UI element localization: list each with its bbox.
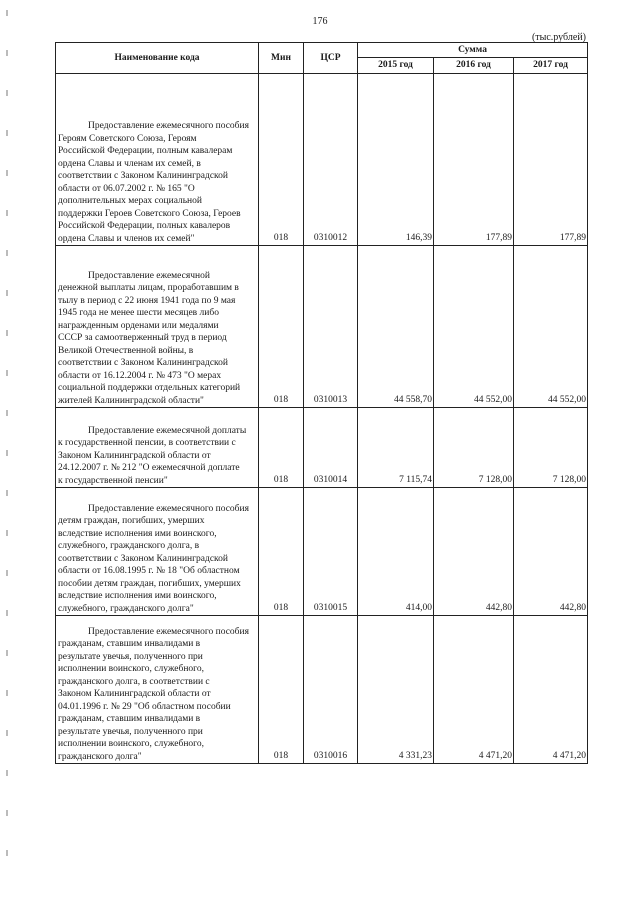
header-2016: 2016 год bbox=[434, 57, 514, 73]
row-csr-code: 0310014 bbox=[304, 408, 358, 488]
row-ministry-code: 018 bbox=[259, 408, 304, 488]
header-sum: Сумма bbox=[358, 43, 588, 58]
table-row bbox=[56, 74, 588, 246]
row-amount-2015: 4 331,23 bbox=[358, 616, 434, 764]
description-line: дополнительных мерах социальной bbox=[58, 196, 202, 206]
description-line: служебного, гражданского долга, в bbox=[58, 541, 200, 551]
description-line: гражданам, ставшим инвалидами в bbox=[58, 714, 201, 724]
description-line: вследствие исполнения ими воинского, bbox=[58, 528, 217, 539]
description-line: области от 16.08.1995 г. № 18 "Об областном bbox=[58, 566, 240, 576]
row-description bbox=[56, 246, 259, 408]
header-2017: 2017 год bbox=[514, 57, 588, 73]
description-line: соответствии с Законом Калининградской bbox=[58, 358, 229, 368]
row-csr-code: 0310012 bbox=[304, 74, 358, 246]
row-description bbox=[56, 74, 259, 246]
table-row bbox=[56, 408, 588, 488]
table-row bbox=[56, 616, 588, 764]
header-csr: ЦСР bbox=[304, 43, 358, 74]
description-line: пособии детям граждан, погибших, умерших bbox=[58, 578, 241, 589]
row-amount-2016: 442,80 bbox=[434, 488, 514, 616]
description-line: Предоставление ежемесячного пособия bbox=[88, 503, 249, 514]
row-amount-2016: 44 552,00 bbox=[434, 246, 514, 408]
row-csr-code: 0310016 bbox=[304, 616, 358, 764]
description-line: денежной выплаты лицам, проработавшим в bbox=[58, 283, 239, 293]
description-line: Законом Калининградской области от bbox=[58, 689, 211, 699]
table-row bbox=[56, 488, 588, 616]
row-amount-2017: 44 552,00 bbox=[514, 246, 588, 408]
description-line: вследствие исполнения ими воинского, bbox=[58, 591, 217, 601]
description-line: Предоставление ежемесячного пособия bbox=[88, 626, 249, 637]
row-amount-2017: 442,80 bbox=[514, 488, 588, 616]
description-line: исполнении воинского, служебного, bbox=[58, 664, 204, 674]
header-min: Мин bbox=[259, 43, 304, 74]
description-line: 04.01.1996 г. № 29 "Об областном пособии bbox=[58, 701, 231, 712]
description-line: социальной поддержки отдельных категорий bbox=[58, 383, 241, 393]
row-amount-2015: 44 558,70 bbox=[358, 246, 434, 408]
row-ministry-code: 018 bbox=[259, 488, 304, 616]
description-line: к государственной пенсии" bbox=[58, 475, 168, 486]
scan-edge-marks bbox=[6, 10, 8, 890]
description-line: исполнении воинского, служебного, bbox=[58, 739, 204, 749]
header-2015: 2015 год bbox=[358, 57, 434, 73]
row-amount-2016: 4 471,20 bbox=[434, 616, 514, 764]
description-line: служебного, гражданского долга" bbox=[58, 603, 194, 614]
description-line: детям граждан, погибших, умерших bbox=[58, 516, 205, 526]
description-line: жителей Калининградской области" bbox=[58, 395, 204, 406]
header-name: Наименование кода bbox=[56, 43, 259, 74]
row-amount-2017: 4 471,20 bbox=[514, 616, 588, 764]
row-amount-2016: 177,89 bbox=[434, 74, 514, 246]
description-line: Российской Федерации, полных кавалеров bbox=[58, 221, 231, 231]
description-line: гражданского долга" bbox=[58, 751, 142, 762]
row-description bbox=[56, 488, 259, 616]
row-ministry-code: 018 bbox=[259, 246, 304, 408]
row-description bbox=[56, 408, 259, 488]
description-line: Предоставление ежемесячной доплаты bbox=[88, 425, 247, 436]
row-amount-2016: 7 128,00 bbox=[434, 408, 514, 488]
description-line: 24.12.2007 г. № 212 "О ежемесячной доплате bbox=[58, 463, 240, 473]
description-line: Предоставление ежемесячной bbox=[88, 270, 210, 281]
description-line: награжденным орденами или медалями bbox=[58, 320, 219, 331]
table-row bbox=[56, 246, 588, 408]
row-ministry-code: 018 bbox=[259, 74, 304, 246]
row-ministry-code: 018 bbox=[259, 616, 304, 764]
row-csr-code: 0310015 bbox=[304, 488, 358, 616]
description-line: гражданского долга, в соответствии с bbox=[58, 676, 210, 687]
description-line: ордена Славы и членам их семей, в bbox=[58, 158, 201, 169]
description-line: соответствии с Законом Калининградской bbox=[58, 553, 229, 564]
budget-table bbox=[55, 42, 588, 764]
row-amount-2015: 7 115,74 bbox=[358, 408, 434, 488]
description-line: области от 16.12.2004 г. № 473 "О мерах bbox=[58, 370, 222, 381]
row-amount-2015: 146,39 bbox=[358, 74, 434, 246]
description-line: ордена Славы и членов их семей" bbox=[58, 233, 195, 244]
description-line: гражданам, ставшим инвалидами в bbox=[58, 639, 201, 649]
description-line: к государственной пенсии, в соответствии с bbox=[58, 438, 236, 448]
description-line: СССР за самоотверженный труд в период bbox=[58, 333, 227, 343]
description-line: Великой Отечественной войны, в bbox=[58, 345, 194, 356]
description-line: Героям Советского Союза, Героям bbox=[58, 133, 197, 144]
description-line: поддержки Героев Советского Союза, Героев bbox=[58, 208, 241, 219]
row-description bbox=[56, 616, 259, 764]
page-number: 176 bbox=[312, 16, 328, 27]
row-csr-code: 0310013 bbox=[304, 246, 358, 408]
row-amount-2017: 7 128,00 bbox=[514, 408, 588, 488]
row-amount-2015: 414,00 bbox=[358, 488, 434, 616]
units-label: (тыс.рублей) bbox=[531, 32, 586, 43]
row-amount-2017: 177,89 bbox=[514, 74, 588, 246]
description-line: тылу в период с 22 июня 1941 года по 9 мая bbox=[58, 295, 236, 306]
description-line: Законом Калининградской области от bbox=[58, 450, 211, 461]
description-line: области от 06.07.2002 г. № 165 "О bbox=[58, 183, 195, 194]
description-line: 1945 года не менее шести месяцев либо bbox=[58, 308, 219, 318]
description-line: результате увечья, полученного при bbox=[58, 651, 203, 662]
description-line: Российской Федерации, полным кавалерам bbox=[58, 146, 233, 156]
description-line: результате увечья, полученного при bbox=[58, 726, 203, 737]
description-line: соответствии с Законом Калининградской bbox=[58, 171, 229, 181]
description-line: Предоставление ежемесячного пособия bbox=[88, 121, 249, 131]
